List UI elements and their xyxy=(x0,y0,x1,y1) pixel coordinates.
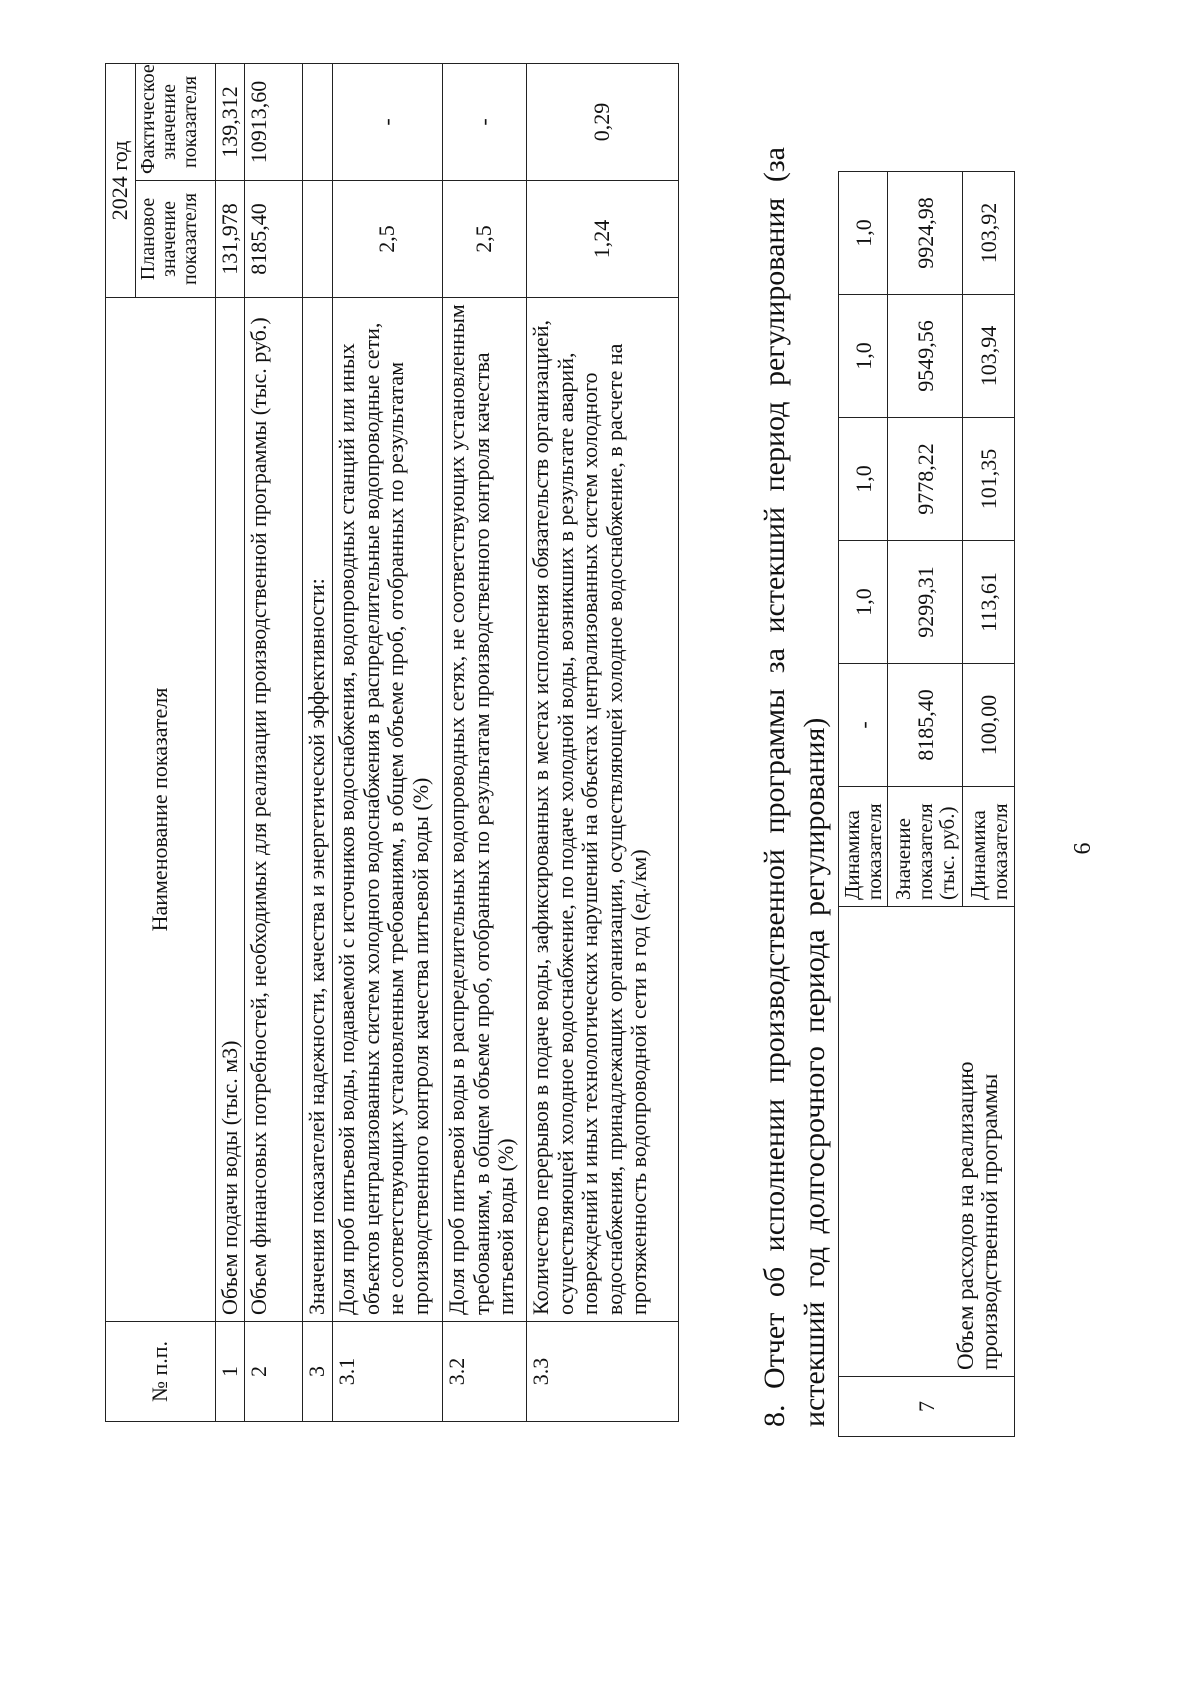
plan-value: 1,24 xyxy=(526,181,678,298)
table-cell: 1,0 xyxy=(839,295,888,418)
table-cell: 1,0 xyxy=(839,418,888,541)
table-header-row xyxy=(106,63,136,1421)
table-cell: 113,61 xyxy=(963,541,1015,664)
row-number: 3 xyxy=(303,1322,333,1422)
production-program-report-table xyxy=(105,63,679,1422)
plan-value: 2,5 xyxy=(332,181,442,298)
table-cell: 9778,22 xyxy=(888,418,963,541)
table-row xyxy=(332,63,442,1421)
row-sub-label: Значение показателя (тыс. руб.) xyxy=(888,787,963,907)
table-cell: 9924,98 xyxy=(888,172,963,295)
section-heading: 8. Отчет об исполнении производственной программы за истекший период регулирования (за истекший год долгосрочного периода регулирования) xyxy=(758,147,831,1427)
fact-value xyxy=(303,63,333,180)
table-cell: 8185,40 xyxy=(888,664,963,787)
row-number: 3.1 xyxy=(332,1322,442,1422)
row-name: Доля проб питьевой воды, подаваемой с источников водоснабжения, водопроводных станций или иных объектов централизованных систем холодного водоснабжения в распределительные водопроводные сети, не соответствующих установленным требованиям, в общем объеме проб, отобранных по результатам производственного контроля качества питьевой воды (%) xyxy=(332,298,442,1322)
fact-value: - xyxy=(332,63,442,180)
table-row xyxy=(839,172,888,1437)
table-cell: - xyxy=(839,664,888,787)
row-sub-label: Динамика показателя xyxy=(963,787,1015,907)
plan-value: 131,978 xyxy=(215,181,245,298)
table-row xyxy=(526,63,678,1421)
row-number: 1 xyxy=(215,1322,245,1422)
table-row xyxy=(303,63,333,1421)
row-name: Объем подачи воды (тыс. м3) xyxy=(215,298,245,1322)
row-number: 7 xyxy=(839,1377,1015,1437)
table-cell: 101,35 xyxy=(963,418,1015,541)
plan-value xyxy=(303,181,333,298)
header-number: № п.п. xyxy=(106,1322,216,1422)
row-name: Объем финансовых потребностей, необходимых для реализации производственной программы (тыс. руб.) xyxy=(245,298,303,1322)
row-number: 3.2 xyxy=(442,1322,526,1422)
fact-value: 0,29 xyxy=(526,63,678,180)
table-cell: 100,00 xyxy=(963,664,1015,787)
header-fact: Фактическое значение показателя xyxy=(135,63,215,180)
table-row xyxy=(215,63,245,1421)
header-plan: Плановое значение показателя xyxy=(135,181,215,298)
fact-value: 139,312 xyxy=(215,63,245,180)
fact-value: - xyxy=(442,63,526,180)
row-name: Количество перерывов в подаче воды, зафиксированных в местах исполнения обязательств организацией, осуществляющей холодное водоснабжение, по подаче холодной воды, возникших в результате аварий, повреждений и иных технологических нарушений на объектах централизованных систем холодного водоснабжения, принадлежащих организации, осуществляющей холодное водоснабжение, в расчете на протяженность водопроводной сети в год (ед./км) xyxy=(526,298,678,1322)
table-cell: 103,94 xyxy=(963,295,1015,418)
table-cell: 1,0 xyxy=(839,541,888,664)
plan-value: 2,5 xyxy=(442,181,526,298)
row-name: Доля проб питьевой воды в распределительных водопроводных сетях, не соответствующих установленным требованиям, в общем объеме проб, отобранных по результатам производственного контроля качества питьевой воды (%) xyxy=(442,298,526,1322)
row-number: 3.3 xyxy=(526,1322,678,1422)
previous-table-continuation xyxy=(838,171,1015,1437)
row-label: Объем расходов на реализацию производственной программы xyxy=(839,907,1015,1377)
header-name: Наименование показателя xyxy=(106,298,216,1322)
page-number: 6 xyxy=(1070,842,1096,855)
row-name: Значения показателей надежности, качества и энергетической эффективности: xyxy=(303,298,333,1322)
plan-value: 8185,40 xyxy=(245,181,303,298)
table-cell: 9549,56 xyxy=(888,295,963,418)
table-row xyxy=(245,63,303,1421)
row-number: 2 xyxy=(245,1322,303,1422)
table-cell: 1,0 xyxy=(839,172,888,295)
table-row xyxy=(442,63,526,1421)
table-cell: 9299,31 xyxy=(888,541,963,664)
table-cell: 103,92 xyxy=(963,172,1015,295)
fact-value: 10913,60 xyxy=(245,63,303,180)
header-year: 2024 год xyxy=(106,63,136,297)
row-sub-label: Динамика показателя xyxy=(839,787,888,907)
